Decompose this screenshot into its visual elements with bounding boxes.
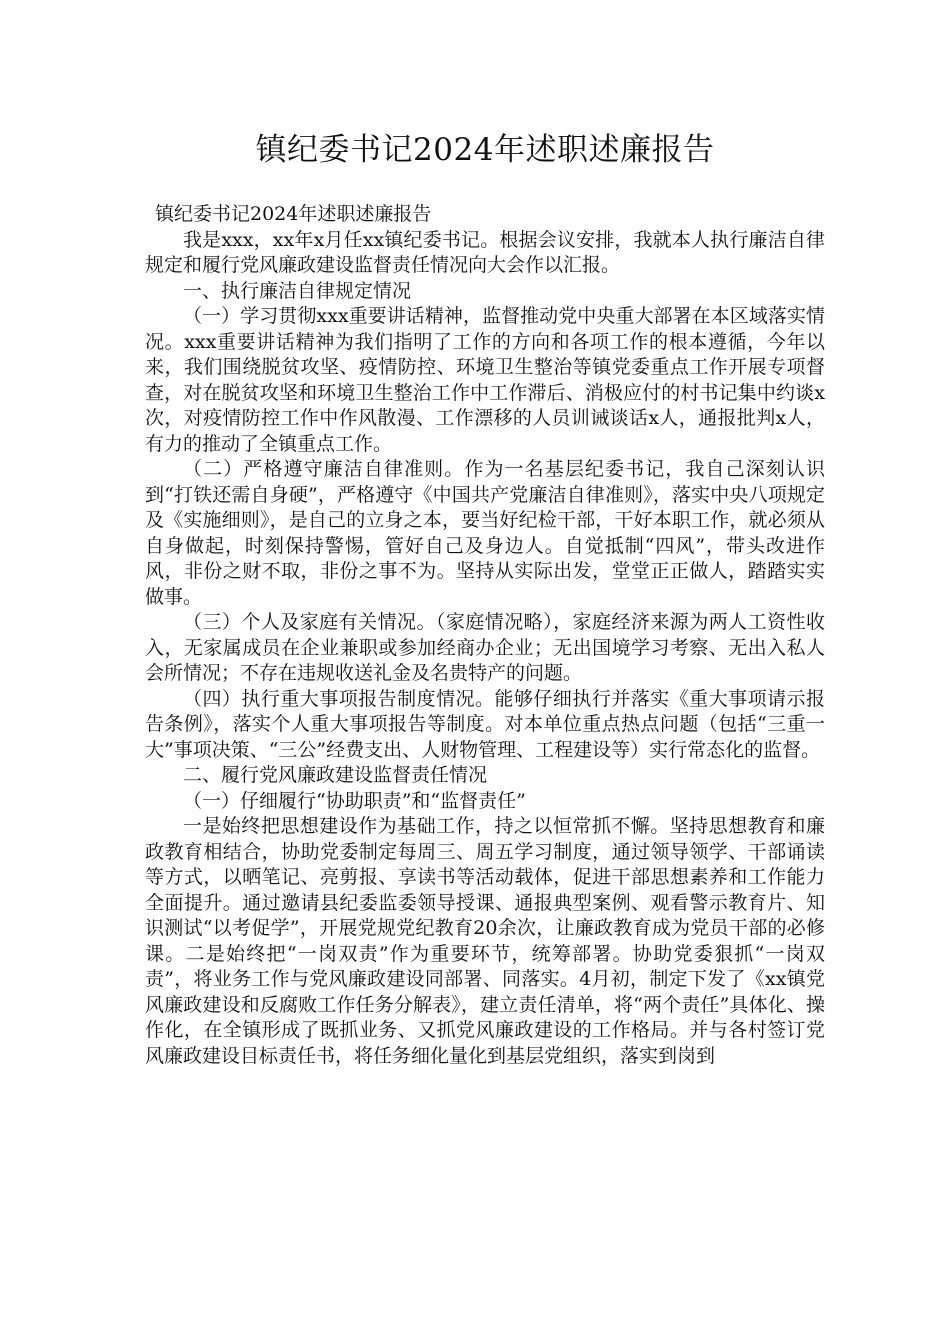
intro-paragraph: 我是xxx，xx年x月任xx镇纪委书记。根据会议安排，我就本人执行廉洁自律规定和履行党风廉政建设监督责任情况向大会作以汇报。: [145, 228, 825, 276]
section-1-paragraph-3: （三）个人及家庭有关情况。（家庭情况略），家庭经济来源为两人工资性收入，无家属成员在企业兼职或参加经商办企业；无出国境学习考察、无出入私人会所情况；不存在违规收送礼金及名贵特产的问题。: [145, 611, 825, 684]
section-1-heading: 一、执行廉洁自律规定情况: [183, 279, 412, 302]
section-1-paragraph-1: （一）学习贯彻xxx重要讲话精神，监督推动党中央重大部署在本区域落实情况。xxx重要讲话精神为我们指明了工作的方向和各项工作的根本遵循，今年以来，我们围绕脱贫攻坚、疫情防控、环境卫生整治等镇党委重点工作开展专项督查，对在脱贫攻坚和环境卫生整治工作中工作滞后、消极应付的村书记集中约谈x次，对疫情防控工作中作风散漫、工作漂移的人员训诫谈话x人，通报批判x人，有力的推动了全镇重点工作。: [145, 305, 825, 455]
section-2-subheading-1: （一）仔细履行“协助职责”和“监督责任”: [183, 789, 526, 812]
document-subtitle: 镇纪委书记2024年述职述廉报告: [155, 203, 432, 225]
section-2-heading: 二、履行党风廉政建设监督责任情况: [183, 764, 488, 786]
document-title: 镇纪委书记2024年述职述廉报告: [255, 132, 715, 168]
section-1-paragraph-2: （二）严格遵守廉洁自律准则。作为一名基层纪委书记，我自己深刻认识到“打铁还需自身硬”，严格遵守《中国共产党廉洁自律准则》，落实中央八项规定及《实施细则》，是自己的立身之本，要当好纪检干部，干好本职工作，就必须从自身做起，时刻保持警惕，管好自己及身边人。自觉抵制“四风”，带头改进作风，非份之财不取，非份之事不为。坚持从实际出发，堂堂正正做人，踏踏实实做事。: [145, 458, 825, 608]
section-2-paragraph-1: 一是始终把思想建设作为基础工作，持之以恒常抓不懈。坚持思想教育和廉政教育相结合，协助党委制定每周三、周五学习制度，通过领导领学、干部诵读等方式，以晒笔记、亮剪报、享读书等活动载体，促进干部思想素养和工作能力全面提升。通过邀请县纪委监委领导授课、通报典型案例、观看警示教育片、知识测试“以考促学”，开展党规党纪教育20余次，让廉政教育成为党员干部的必修课。二是始终把“一岗双责”作为重要环节，统筹部署。协助党委狠抓“一岗双责”，将业务工作与党风廉政建设同部署、同落实。4月初，制定下发了《xx镇党风廉政建设和反腐败工作任务分解表》，建立责任清单，将“两个责任”具体化、操作化，在全镇形成了既抓业务、又抓党风廉政建设的工作格局。并与各村签订党风廉政建设目标责任书，将任务细化量化到基层党组织，落实到岗到: [145, 815, 825, 1067]
section-1-paragraph-4: （四）执行重大事项报告制度情况。能够仔细执行并落实《重大事项请示报告条例》，落实个人重大事项报告等制度。对本单位重点热点问题（包括“三重一大”事项决策、“三公”经费支出、人财物管理、工程建设等）实行常态化的监督。: [145, 687, 825, 761]
